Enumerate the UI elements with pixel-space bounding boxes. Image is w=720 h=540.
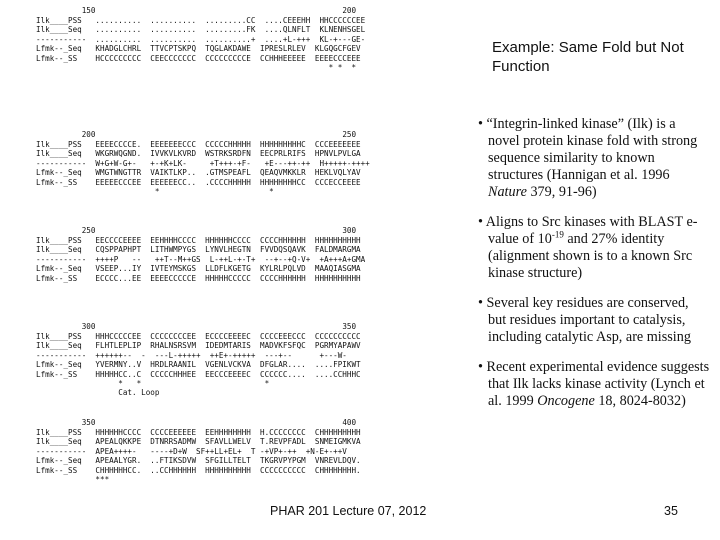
footer-text: PHAR 201 Lecture 07, 2012 bbox=[270, 504, 427, 518]
alignment-row: Ilk____PSS .......... .......... .........CC ....CEEEHH HHCCCCCCEE bbox=[36, 16, 366, 25]
alignment-row: Lfmk--_SS HCCCCCCCCC CEECCCCCCC CCCCCCCCCE CCHHHEEEEE EEEECCCEEE bbox=[36, 53, 361, 63]
ruler-left: 250 bbox=[81, 226, 96, 235]
ruler-block-3 bbox=[36, 226, 356, 235]
alignment-row: Cat. Loop bbox=[36, 388, 160, 398]
bullet-text: • “Integrin-linked kinase” (Ilk) is a novel protein kinase fold with strong sequence similarity to known structures (Hannigan et al. 1996 bbox=[478, 116, 698, 183]
ruler-block-1 bbox=[36, 6, 356, 15]
ruler-right: 400 bbox=[342, 418, 357, 427]
alignment-row: * * bbox=[36, 186, 274, 196]
alignment-row: Ilk____PSS HHHCCCCCEE CCCCCCCCEE ECCCCEEEEC CCCCEEECCC CCCCCCCCCC bbox=[36, 332, 361, 341]
bullet-item bbox=[478, 116, 710, 201]
alignment-block-1 bbox=[36, 16, 365, 72]
alignment-row: Lfmk--_SS EEEEECCCEE EEEEEECC.. .CCCCHHHHH HHHHHHHHCC CCCECCEEEE bbox=[36, 177, 361, 187]
alignment-row: Ilk____PSS HHHHHHCCCC CCCCEEEEEE EEHHHHHHHH H.CCCCCCCC CHHHHHHHHH bbox=[36, 428, 361, 437]
bullet-item bbox=[478, 214, 710, 282]
alignment-row: Lfmk--_Seq YVERMNY..V HRDLRAANIL VGENLVCKVA DFGLAR.... ....FPIKWT bbox=[36, 360, 361, 370]
alignment-block-5 bbox=[36, 428, 361, 484]
alignment-row: Lfmk--_SS ECCCC...EE EEEECCCCCE HHHHHCCCCC CCCCHHHHHH HHHHHHHHHH bbox=[36, 273, 361, 283]
alignment-row: Ilk____Seq WKGRWQGND. IVVKVLKVRD WSTRKSRDFN EECPRLRIFS HPNVLPVLGA bbox=[36, 149, 361, 159]
alignment-row: Ilk____Seq CQSPPAPHPT LITHWMPYGS LYNVLHEGTN FVVDQSQAVK FALDMARGMA bbox=[36, 245, 361, 255]
alignment-row: Lfmk--_Seq KHADGLCHRL TTVCPTSKPQ TQGLAKDAWE IPRESLRLEV KLGQGCFGEV bbox=[36, 44, 361, 54]
alignment-row: Lfmk--_Seq WMGTWNGTTR VAIKTLKP.. .GTMSPEAFL QEAQVMKKLR HEKLVQLYAV bbox=[36, 168, 361, 178]
slide-title: Example: Same Fold but Not Function bbox=[492, 39, 684, 75]
ruler-left: 200 bbox=[81, 130, 96, 139]
alignment-row: ----------- ++++P -- ++T--M++GS L-++L-+-T+ --+--+Q-V+ +A+++A+GMA bbox=[36, 254, 366, 264]
ruler-left: 150 bbox=[81, 6, 96, 15]
ruler-right: 350 bbox=[342, 322, 357, 331]
ruler-block-4 bbox=[36, 322, 356, 331]
bullet-item bbox=[478, 295, 710, 346]
page-number: 35 bbox=[664, 504, 678, 518]
bullet-citation: 18, 8024-8032) bbox=[594, 393, 686, 409]
alignment-block-3 bbox=[36, 236, 365, 283]
ruler-left: 350 bbox=[81, 418, 96, 427]
alignment-row: Ilk____PSS EEEECCCCE. EEEEEEECCC CCCCCHHHHH HHHHHHHHHC CCCEEEEEEE bbox=[36, 140, 361, 149]
alignment-row: Lfmk--_Seq VSEEP...IY IVTEYMSKGS LLDFLKGETG KYLRLPQLVD MAAQIASGMA bbox=[36, 264, 361, 274]
alignment-row: Ilk____Seq .......... .......... .........FK ....QLNFLT KLNENHSGEL bbox=[36, 25, 366, 35]
bullet-list bbox=[478, 116, 710, 423]
ruler-right: 250 bbox=[342, 130, 357, 139]
alignment-row: * * * bbox=[36, 378, 270, 388]
ruler-block-5 bbox=[36, 418, 356, 427]
bullet-text-cont: and 27% identity (alignment shown is to a known Src kinase structure) bbox=[488, 231, 693, 281]
bullet-item bbox=[478, 359, 710, 410]
alignment-block-2 bbox=[36, 140, 370, 196]
alignment-row: Ilk____PSS EECCCCEEEE EEHHHHCCCC HHHHHHCCCC CCCCHHHHHH HHHHHHHHHH bbox=[36, 236, 361, 245]
alignment-row: Lfmk--_Seq APEAALYGR. ..FTIKSDVW SFGILLTELT TKGRVPYPGM VNREVLDQV. bbox=[36, 456, 361, 466]
alignment-row: ----------- .......... .......... ..........+ ....+L-+++ KL-+---GE- bbox=[36, 34, 366, 44]
ruler-left: 300 bbox=[81, 322, 96, 331]
journal-name: Oncogene bbox=[537, 393, 595, 409]
bullet-text: • Several key residues are conserved, but residues important to catalysis, including catalytic Asp, are missing bbox=[478, 295, 691, 345]
alignment-row: Ilk____Seq APEALQKKPE DTNRRSADMW SFAVLLWELV T.REVPFADL SNMEIGMKVA bbox=[36, 437, 361, 447]
exponent: -19 bbox=[551, 229, 564, 240]
bullet-text: • Aligns to Src kinases with BLAST e-value of 10 bbox=[478, 214, 698, 247]
ruler-right: 300 bbox=[342, 226, 357, 235]
alignment-row: *** bbox=[36, 474, 110, 484]
ruler-block-2 bbox=[36, 130, 356, 139]
journal-name: Nature bbox=[488, 184, 527, 200]
bullet-text: • Recent experimental evidence suggests that Ilk lacks kinase activity (Lynch et al. 1999 bbox=[478, 359, 710, 409]
ruler-right: 200 bbox=[342, 6, 357, 15]
bullet-citation: 379, 91-96) bbox=[526, 184, 597, 200]
alignment-row: ----------- ++++++-- - ---L-+++++ ++E+-+++++ ---+-- +---W- bbox=[36, 350, 347, 360]
alignment-row: Lfmk--_SS CHHHHHHCC. ..CCHHHHHH HHHHHHHHHH CCCCCCCCCC CHHHHHHHH. bbox=[36, 465, 361, 475]
alignment-block-4 bbox=[36, 332, 361, 398]
alignment-row: ----------- APEA++++- ----+D+W SF++LL+EL+ T -+VP+-++ +N-E+-++V bbox=[36, 446, 347, 456]
alignment-row: * * * bbox=[36, 62, 357, 72]
alignment-row: Ilk____Seq FLHTLEPLIP RHALNSRSVM IDEDMTARIS MADVKFSFQC PGRMYAPAWV bbox=[36, 341, 361, 351]
alignment-row: Lfmk--_SS HHHHHCC..C CCCCCHHHEE EECCCEEEEC CCCCCC.... ....CCHHHC bbox=[36, 369, 361, 379]
alignment-row: ----------- W+G+W-G+- +-+K+LK- +T+++-+F- +E---++-++ H+++++-++++ bbox=[36, 158, 370, 168]
